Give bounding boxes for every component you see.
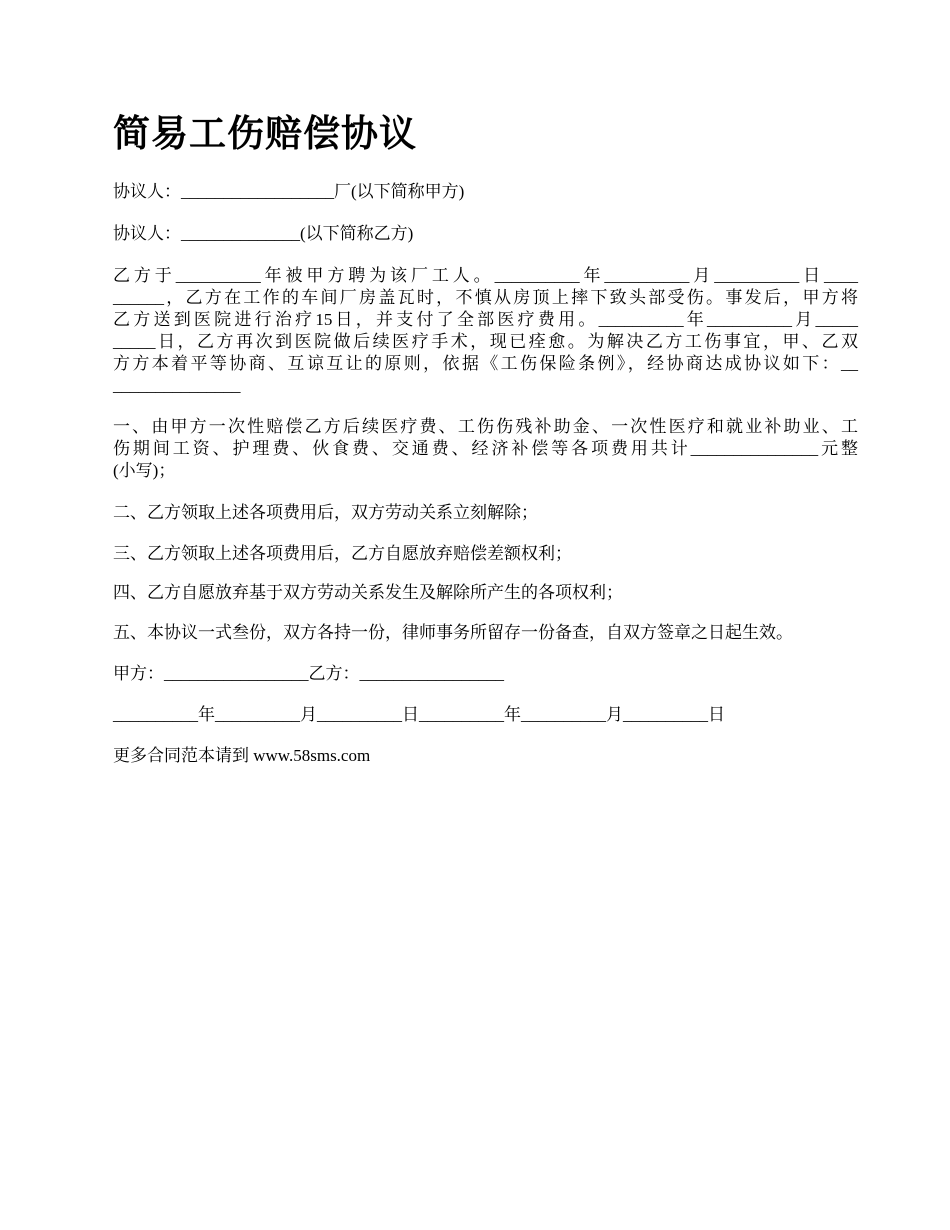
clause-2: 二、乙方领取上述各项费用后，双方劳动关系立刻解除； (113, 503, 538, 522)
intro-line: ______，乙方在工作的车间厂房盖瓦时，不慎从房顶上摔下致头部受伤。事发后，甲方将 (113, 288, 858, 307)
footer-text: 更多合同范本请到 www.58sms.com (113, 746, 371, 765)
clause-5: 五、本协议一式叁份，双方各持一份，律师事务所留存一份备查，自双方签章之日起生效。 (113, 623, 793, 642)
intro-paragraph (113, 265, 858, 397)
party-b-line: 协议人：______________(以下简称乙方) (113, 224, 414, 243)
clause-1-line: 一、由甲方一次性赔偿乙方后续医疗费、工伤伤残补助金、一次性医疗和就业补助业、工 (113, 417, 858, 436)
signature-line: 甲方：_________________乙方：_________________ (113, 664, 504, 683)
clause-3: 三、乙方领取上述各项费用后，乙方自愿放弃赔偿差额权利； (113, 544, 572, 563)
intro-line: 方方本着平等协商、互谅互让的原则，依据《工伤保险条例》，经协商达成协议如下：__ (113, 354, 858, 373)
clause-4: 四、乙方自愿放弃基于双方劳动关系发生及解除所产生的各项权利； (113, 583, 623, 602)
intro-line: 乙方于__________年被甲方聘为该厂工人。__________年__________月__________日____ (113, 266, 858, 285)
intro-line: 乙方送到医院进行治疗15日，并支付了全部医疗费用。__________年__________月_____ (113, 310, 858, 329)
party-a-line: 协议人：__________________厂(以下简称甲方) (113, 182, 465, 201)
clause-1-line: 伤期间工资、护理费、伙食费、交通费、经济补偿等各项费用共计_______________元整 (113, 439, 858, 458)
clause-1 (113, 416, 858, 482)
document-title: 简易工伤赔偿协议 (113, 114, 417, 155)
clause-1-line: (小写)； (113, 461, 176, 480)
intro-line: _____日，乙方再次到医院做后续医疗手术，现已痊愈。为解决乙方工伤事宜，甲、乙双 (113, 332, 858, 351)
date-line: __________年__________月__________日__________年__________月__________日 (113, 705, 725, 724)
intro-line: _______________ (113, 376, 241, 395)
